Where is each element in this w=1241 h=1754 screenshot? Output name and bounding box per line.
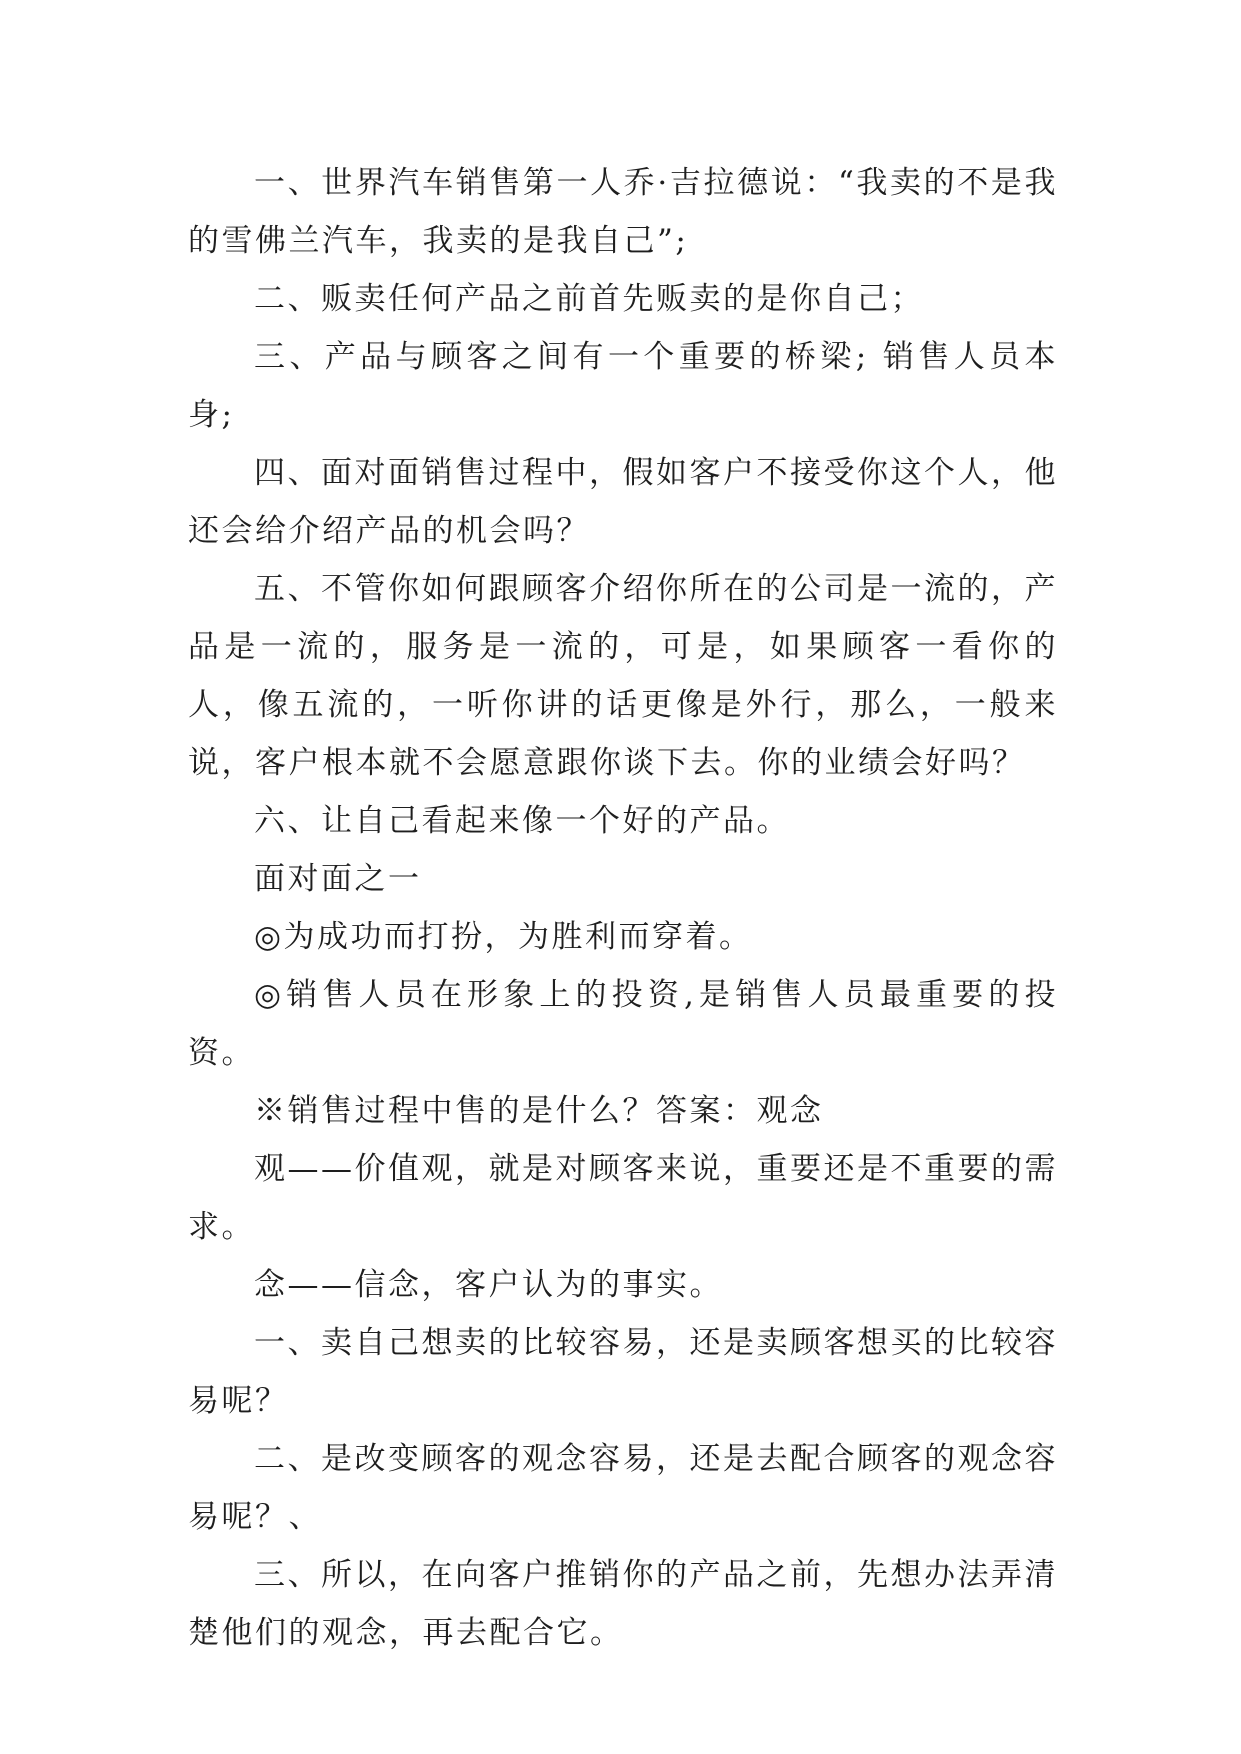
paragraph: 一、卖自己想卖的比较容易，还是卖顾客想买的比较容易呢？ bbox=[188, 1325, 1058, 1419]
paragraph: 三、所以，在向客户推销你的产品之前，先想办法弄清楚他们的观念，再去配合它。 bbox=[188, 1557, 1058, 1651]
paragraph: ◎为成功而打扮，为胜利而穿着。 bbox=[254, 919, 753, 955]
paragraph: 五、不管你如何跟顾客介绍你所在的公司是一流的，产品是一流的，服务是一流的，可是，如果顾客一看你的人，像五流的，一听你讲的话更像是外行，那么，一般来说，客户根本就不会愿意跟你谈下去。你的业绩会好吗？ bbox=[188, 571, 1058, 781]
paragraph: ※销售过程中售的是什么？答案：观念 bbox=[254, 1093, 824, 1129]
paragraph: 六、让自己看起来像一个好的产品。 bbox=[254, 803, 790, 839]
paragraph: 四、面对面销售过程中，假如客户不接受你这个人，他还会给介绍产品的机会吗？ bbox=[188, 455, 1058, 549]
paragraph: 二、贩卖任何产品之前首先贩卖的是你自己； bbox=[254, 281, 924, 317]
paragraph: 念——信念，客户认为的事实。 bbox=[254, 1267, 723, 1303]
paragraph: 三、产品与顾客之间有一个重要的桥梁; 销售人员本身; bbox=[188, 339, 1058, 433]
paragraph: 一、世界汽车销售第一人乔·吉拉德说：“我卖的不是我的雪佛兰汽车，我卖的是我自己”; bbox=[188, 165, 1058, 259]
section-heading: 面对面之一 bbox=[254, 861, 422, 897]
paragraph: 观——价值观，就是对顾客来说，重要还是不重要的需求。 bbox=[188, 1151, 1058, 1245]
document-body bbox=[188, 154, 1058, 1662]
paragraph: 二、是改变顾客的观念容易，还是去配合顾客的观念容易呢？、 bbox=[188, 1441, 1058, 1535]
paragraph: ◎销售人员在形象上的投资,是销售人员最重要的投资。 bbox=[188, 977, 1058, 1071]
